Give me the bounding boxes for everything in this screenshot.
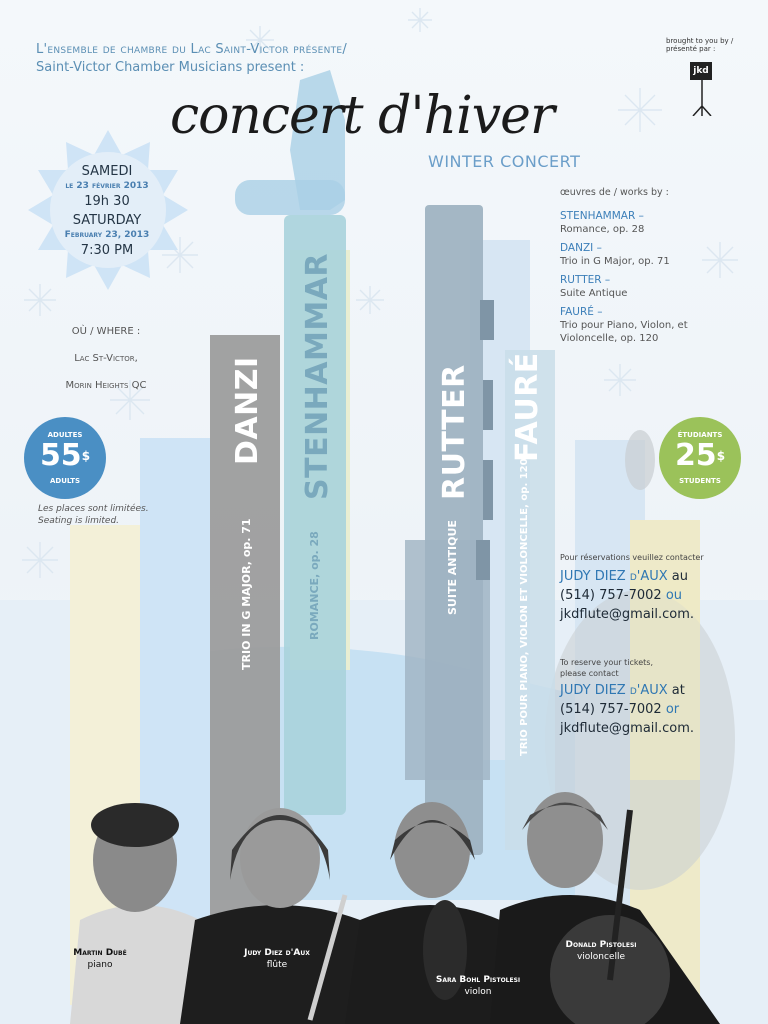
danzi-label: DANZI xyxy=(230,356,265,465)
contact-en-phone[interactable]: (514) 757-7002 xyxy=(560,702,662,717)
work-item xyxy=(560,306,750,345)
work-composer: STENHAMMAR – xyxy=(560,210,644,222)
student-price-label-fr: ÉTUDIANTS xyxy=(677,431,723,439)
date-time-en: 7:30 PM xyxy=(80,243,134,258)
musician-name: Sara Bohl Pistolesi xyxy=(435,975,521,985)
student-price-label-en: STUDENTS xyxy=(679,477,721,485)
adult-price-amount xyxy=(24,439,106,473)
contact-en-name-suffix: at xyxy=(667,683,685,698)
musicians-photo xyxy=(0,780,768,1024)
contact-fr-phone-suffix: ou xyxy=(661,588,683,603)
sponsor-line-1: brought to you by / xyxy=(666,37,734,45)
stenhammar-label: STENHAMMAR xyxy=(300,252,335,500)
contact-english xyxy=(560,657,760,738)
presenter-english: Saint-Victor Chamber Musicians present : xyxy=(36,60,305,75)
musician-name: Martin Dubé xyxy=(73,948,127,958)
sponsor-line-2: présenté par : xyxy=(666,45,716,53)
date-block xyxy=(44,164,170,258)
faure-piece-label: TRIO POUR PIANO, VIOLON ET VIOLONCELLE, op. 120 xyxy=(519,458,530,756)
contact-en-intro-1: To reserve your tickets, xyxy=(560,658,653,667)
work-item xyxy=(560,242,750,268)
work-item xyxy=(560,210,750,236)
student-price-amount xyxy=(659,439,741,473)
works-list xyxy=(560,187,750,345)
seating-note-fr: Les places sont limitées. xyxy=(38,504,149,514)
stenhammar-piece-label: ROMANCE, op. 28 xyxy=(308,531,321,640)
work-piece: Trio pour Piano, Violon, et Violoncelle, op. 120 xyxy=(560,320,688,344)
contact-french xyxy=(560,552,760,624)
musician-name: Donald Pistolesi xyxy=(565,940,637,950)
rutter-label: RUTTER xyxy=(437,364,472,500)
work-piece: Romance, op. 28 xyxy=(560,224,645,235)
date-date-en: February 23, 2013 xyxy=(64,230,150,240)
danzi-piece-label: TRIO IN G MAJOR, op. 71 xyxy=(240,518,253,670)
student-price-badge xyxy=(659,417,741,499)
work-composer: DANZI – xyxy=(560,242,602,254)
contact-fr-intro: Pour réservations veuillez contacter xyxy=(560,553,704,562)
adult-price-label-fr: ADULTES xyxy=(47,431,83,439)
venue-line-1: Lac St-Victor, xyxy=(74,353,138,364)
adult-price-label-en: ADULTS xyxy=(49,477,81,485)
musician-role: violoncelle xyxy=(576,952,626,962)
contact-fr-email-suffix: . xyxy=(689,607,695,622)
work-piece: Trio in G Major, op. 71 xyxy=(560,256,670,267)
venue-label: OÙ / WHERE : xyxy=(71,326,141,337)
work-item xyxy=(560,274,750,300)
contact-en-name: JUDY DIEZ d'AUX xyxy=(560,683,668,698)
work-composer: RUTTER – xyxy=(560,274,611,286)
contact-en-intro xyxy=(560,657,760,679)
works-heading: œuvres de / works by : xyxy=(560,187,669,198)
adult-price-badge xyxy=(24,417,106,499)
musician-name: Judy Diez d'Aux xyxy=(244,948,310,958)
date-time-fr: 19h 30 xyxy=(84,194,130,209)
concert-title: concert d'hiver xyxy=(170,86,554,146)
contact-fr-email[interactable]: jkdflute@gmail.com xyxy=(560,607,690,622)
contact-fr-phone[interactable]: (514) 757-7002 xyxy=(560,588,662,603)
adult-price-number: 55 xyxy=(39,438,82,473)
contact-en-phone-suffix: or xyxy=(661,702,680,717)
student-price-currency: $ xyxy=(716,449,726,463)
contact-fr-name: JUDY DIEZ d'AUX xyxy=(560,569,668,584)
musician-photo-2 xyxy=(180,808,370,1024)
presenter-french: L'ensemble de chambre du Lac Saint-Victor présente/ xyxy=(36,42,348,57)
venue-line-2: Morin Heights QC xyxy=(65,380,147,391)
date-day-en: SATURDAY xyxy=(72,213,142,228)
musician-role: piano xyxy=(87,960,113,970)
sponsor-credit xyxy=(666,37,746,53)
rutter-piece-label: SUITE ANTIQUE xyxy=(446,520,459,615)
contact-fr-name-suffix: au xyxy=(667,569,688,584)
musician-caption xyxy=(222,948,332,971)
student-price-number: 25 xyxy=(674,438,717,473)
musician-caption xyxy=(538,940,664,963)
musician-role: flûte xyxy=(266,960,288,970)
adult-price-currency: $ xyxy=(81,449,91,463)
music-stand-icon xyxy=(690,80,714,116)
work-composer: FAURÉ – xyxy=(560,306,603,318)
contact-en-email[interactable]: jkdflute@gmail.com xyxy=(560,721,690,736)
musician-role: violon xyxy=(464,987,492,997)
concert-subtitle: WINTER CONCERT xyxy=(428,152,581,171)
date-day-fr: SAMEDI xyxy=(81,164,133,179)
faure-label: FAURÉ xyxy=(510,352,545,462)
venue-block xyxy=(44,318,168,399)
jkd-logo: jkd xyxy=(690,62,712,80)
contact-en-intro-2: please contact xyxy=(560,669,619,678)
date-date-fr: le 23 février 2013 xyxy=(65,181,149,191)
musician-caption xyxy=(408,975,548,998)
seating-note-en: Seating is limited. xyxy=(38,516,120,526)
contact-en-email-suffix: . xyxy=(689,721,695,736)
work-piece: Suite Antique xyxy=(560,288,628,299)
seating-note xyxy=(38,503,168,527)
musician-caption xyxy=(52,948,148,971)
